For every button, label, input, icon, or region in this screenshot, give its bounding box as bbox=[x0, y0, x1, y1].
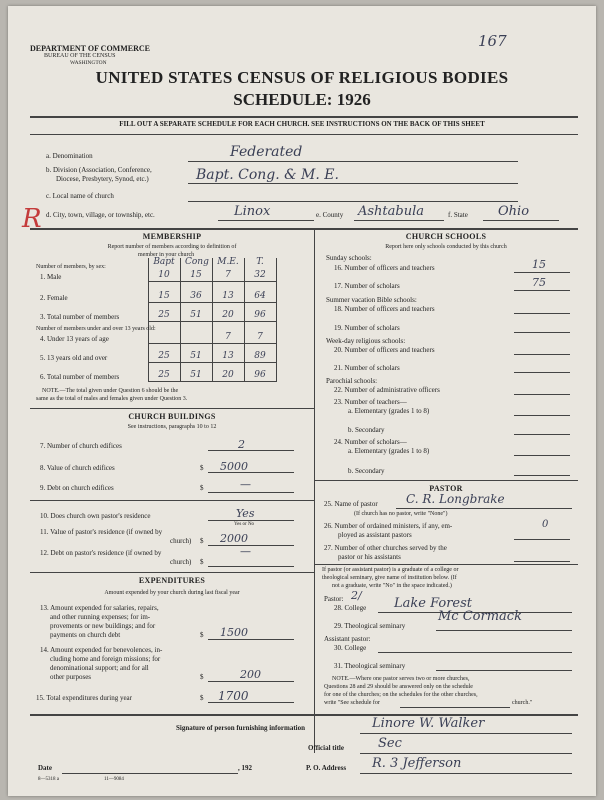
male-cong: 15 bbox=[190, 270, 202, 280]
q17-label: 17. Number of scholars bbox=[334, 282, 400, 290]
city-label: d. City, town, village, or township, etc. bbox=[46, 211, 155, 219]
red-margin-mark: R bbox=[22, 204, 42, 234]
dollar-sign-8: $ bbox=[200, 464, 204, 472]
membership-title: MEMBERSHIP bbox=[142, 232, 202, 241]
pastor-title: PASTOR bbox=[429, 484, 463, 493]
assistant-pastor-label: Assistant pastor: bbox=[324, 635, 371, 643]
under-13-total: 7 bbox=[257, 332, 263, 342]
q24a-label: a. Elementary (grades 1 to 8) bbox=[348, 447, 430, 455]
page-number: 167 bbox=[478, 32, 507, 50]
membership-intro-2: member in your church bbox=[138, 252, 195, 258]
q21-label: 21. Number of scholars bbox=[334, 364, 400, 372]
total2-cong: 51 bbox=[190, 370, 202, 380]
dollar-sign-14: $ bbox=[200, 673, 204, 681]
male-bapt: 10 bbox=[158, 270, 170, 280]
male-label: 1. Male bbox=[40, 273, 62, 281]
q30-label: 30. College bbox=[334, 644, 367, 652]
form-title: UNITED STATES CENSUS OF RELIGIOUS BODIES bbox=[95, 68, 509, 87]
denomination-value: Federated bbox=[230, 144, 303, 160]
q22-label: 22. Number of administrative officers bbox=[334, 386, 440, 394]
dollar-sign-15: $ bbox=[200, 694, 204, 702]
schools-title: CHURCH SCHOOLS bbox=[405, 232, 487, 241]
q13-line-4: payments on church debt bbox=[50, 631, 121, 639]
local-name-label: c. Local name of church bbox=[46, 192, 114, 200]
expenditures-title: EXPENDITURES bbox=[138, 576, 206, 585]
edifices-debt-label: 9. Debt on church edifices bbox=[40, 484, 114, 492]
graduate-note-3: not a graduate, write "No" in the space indicated.) bbox=[332, 583, 452, 589]
col-head-bapt: Bapt bbox=[153, 257, 175, 267]
membership-intro-1: Report number of members according to definition of bbox=[107, 244, 237, 250]
yes-no-hint: Yes or No bbox=[234, 522, 255, 527]
graduate-note-1: If pastor (or assistant pastor) is a graduate of a college or bbox=[322, 567, 459, 573]
q14-line-3: denominational support; and for all bbox=[50, 664, 149, 672]
bureau-name: BUREAU OF THE CENSUS bbox=[44, 53, 116, 59]
denomination-label: a. Denomination bbox=[46, 152, 93, 160]
dollar-sign-13: $ bbox=[200, 631, 204, 639]
edifices-value-label: 8. Value of church edifices bbox=[40, 464, 115, 472]
q16-label: 16. Number of officers and teachers bbox=[334, 264, 435, 272]
signature-value: Linore W. Walker bbox=[372, 716, 485, 731]
q13-line-1: 13. Amount expended for salaries, repairs, bbox=[40, 604, 159, 612]
residence-owned-label: 10. Does church own pastor's residence bbox=[40, 512, 151, 520]
female-cong: 36 bbox=[190, 291, 202, 301]
under-13-me: 7 bbox=[225, 332, 231, 342]
total-members-label: 3. Total number of members bbox=[40, 313, 120, 321]
female-label: 2. Female bbox=[40, 294, 68, 302]
col-head-cong: Cong bbox=[185, 257, 209, 267]
form-subtitle: SCHEDULE: 1926 bbox=[233, 90, 371, 109]
bureau-city: WASHINGTON bbox=[70, 60, 107, 66]
date-label: Date bbox=[38, 764, 52, 772]
total-cong: 51 bbox=[190, 310, 202, 320]
po-address-label: P. O. Address bbox=[306, 764, 347, 772]
q17-value: 75 bbox=[532, 276, 546, 289]
q27-label-2: pastor or his assistants bbox=[338, 553, 401, 561]
division-label-1: b. Division (Association, Conference, bbox=[46, 166, 152, 174]
col-head-total: T. bbox=[256, 257, 264, 267]
col-head-me: M.E. bbox=[217, 257, 239, 267]
q29-label: 29. Theological seminary bbox=[334, 622, 406, 630]
edifices-value: 5000 bbox=[220, 460, 248, 473]
over-13-total: 89 bbox=[254, 351, 266, 361]
po-address-value: R. 3 Jefferson bbox=[372, 756, 462, 771]
weekday-schools-label: Week-day religious schools: bbox=[326, 337, 406, 345]
q13-line-3: provements or new buildings; and for bbox=[50, 622, 156, 630]
dollar-sign-11: $ bbox=[200, 537, 204, 545]
county-label: e. County bbox=[316, 211, 344, 219]
dollar-sign-12: $ bbox=[200, 558, 204, 566]
under-13-label: 4. Under 13 years of age bbox=[40, 335, 109, 343]
residence-debt-label-2: church) bbox=[170, 558, 192, 566]
schools-sub: Report here only schools conducted by this church bbox=[385, 244, 507, 250]
q25-note: (If church has no pastor, write "None") bbox=[354, 511, 448, 517]
q27-label-1: 27. Number of other churches served by the bbox=[324, 544, 447, 552]
over-13-cong: 51 bbox=[190, 351, 202, 361]
q16-value: 15 bbox=[532, 258, 546, 271]
q26-label-2: ployed as assistant pastors bbox=[338, 531, 412, 539]
q23-label: 23. Number of teachers— bbox=[334, 398, 407, 406]
q18-label: 18. Number of officers and teachers bbox=[334, 305, 435, 313]
graduate-note-2: theological seminary, give name of institution below. (If bbox=[322, 575, 457, 581]
sunday-schools-label: Sunday schools: bbox=[326, 254, 372, 262]
residence-debt-value: — bbox=[240, 545, 251, 558]
over-13-label: 5. 13 years old and over bbox=[40, 354, 108, 362]
q20-label: 20. Number of officers and teachers bbox=[334, 346, 435, 354]
pastor-note-1: NOTE.—Where one pastor serves two or more churches, bbox=[332, 676, 470, 682]
city-value: Linox bbox=[234, 204, 271, 219]
state-label: f. State bbox=[448, 211, 468, 219]
expenditures-sub: Amount expended by your church during last fiscal year bbox=[104, 590, 240, 596]
total2-me: 20 bbox=[222, 370, 234, 380]
q15-value: 1700 bbox=[218, 689, 249, 703]
age-split-label: Number of members under and over 13 years old: bbox=[36, 326, 156, 332]
buildings-sub: See instructions, paragraphs 10 to 12 bbox=[127, 424, 217, 430]
q24-label: 24. Number of scholars— bbox=[334, 438, 407, 446]
dollar-sign-9: $ bbox=[200, 484, 204, 492]
total2-total: 96 bbox=[254, 370, 266, 380]
over-13-bapt: 25 bbox=[158, 351, 170, 361]
q13-line-2: and other running expenses; for im- bbox=[50, 613, 151, 621]
date-year: , 192 bbox=[238, 764, 252, 772]
vacation-schools-label: Summer vacation Bible schools: bbox=[326, 296, 417, 304]
q14-value: 200 bbox=[240, 668, 261, 681]
official-title-label: Official title bbox=[308, 744, 344, 752]
q29-value: Mc Cormack bbox=[438, 609, 522, 624]
female-me: 13 bbox=[222, 291, 234, 301]
pastor-note-5: church." bbox=[512, 700, 533, 706]
pastor-note-3: for one of the churches; on the schedules for the other churches, bbox=[324, 692, 478, 698]
division-label-2: Diocese, Presbytery, Synod, etc.) bbox=[56, 175, 149, 183]
total-bapt: 25 bbox=[158, 310, 170, 320]
total-total: 96 bbox=[254, 310, 266, 320]
census-schedule-sheet bbox=[8, 6, 596, 796]
q19-label: 19. Number of scholars bbox=[334, 324, 400, 332]
q15-label: 15. Total expenditures during year bbox=[36, 694, 132, 702]
print-number: 11—9084 bbox=[104, 777, 124, 782]
instruction-banner: FILL OUT A SEPARATE SCHEDULE FOR EACH CHURCH. SEE INSTRUCTIONS ON THE BACK OF THIS SHEET bbox=[119, 120, 485, 128]
q14-line-2: cluding home and foreign missions; for bbox=[50, 655, 161, 663]
residence-value-label-1: 11. Value of pastor's residence (if owned by bbox=[40, 528, 163, 536]
residence-owned-value: Yes bbox=[236, 507, 255, 520]
total-me: 20 bbox=[222, 310, 234, 320]
q26-label-1: 26. Number of ordained ministers, if any, em- bbox=[324, 522, 453, 530]
q23a-label: a. Elementary (grades 1 to 8) bbox=[348, 407, 430, 415]
form-number: 8—5318 a bbox=[38, 777, 59, 782]
pastor-section-label: Pastor: bbox=[324, 595, 344, 603]
q24b-label: b. Secondary bbox=[348, 467, 385, 475]
signature-label: Signature of person furnishing information bbox=[176, 724, 305, 732]
members-by-sex-label: Number of members, by sex: bbox=[36, 264, 106, 270]
total-members-2-label: 6. Total number of members bbox=[40, 373, 120, 381]
pastor-mark: 2/ bbox=[351, 589, 362, 602]
q28-label: 28. College bbox=[334, 604, 367, 612]
edifices-count-value: 2 bbox=[238, 438, 245, 451]
state-value: Ohio bbox=[498, 204, 530, 219]
q14-line-4: other purposes bbox=[50, 673, 92, 681]
over-13-me: 13 bbox=[222, 351, 234, 361]
pastor-note-2: Questions 28 and 29 should be answered only on the schedule bbox=[324, 684, 473, 690]
department-name: DEPARTMENT OF COMMERCE bbox=[30, 44, 151, 53]
edifices-debt-value: — bbox=[240, 478, 251, 491]
male-total: 32 bbox=[254, 270, 266, 280]
membership-note-1: NOTE.—The total given under Question 6 should be the bbox=[42, 388, 179, 394]
female-bapt: 15 bbox=[158, 291, 170, 301]
official-title-value: Sec bbox=[378, 736, 402, 751]
female-total: 64 bbox=[254, 291, 266, 301]
q14-line-1: 14. Amount expended for benevolences, in- bbox=[40, 646, 163, 654]
residence-value-label-2: church) bbox=[170, 537, 192, 545]
residence-debt-label-1: 12. Debt on pastor's residence (if owned by bbox=[40, 549, 162, 557]
total2-bapt: 25 bbox=[158, 370, 170, 380]
q25-label: 25. Name of pastor bbox=[324, 500, 378, 508]
pastor-note-4: write "See schedule for bbox=[324, 700, 380, 706]
residence-value: 2000 bbox=[220, 532, 248, 545]
q23b-label: b. Secondary bbox=[348, 426, 385, 434]
q25-value: C. R. Longbrake bbox=[406, 492, 505, 506]
q26-value: 0 bbox=[542, 519, 549, 530]
q13-value: 1500 bbox=[220, 626, 248, 639]
division-value: Bapt. Cong. & M. E. bbox=[196, 167, 339, 183]
parochial-schools-label: Parochial schools: bbox=[326, 377, 378, 385]
membership-note-2: same as the total of males and females given under Question 3. bbox=[36, 396, 188, 402]
male-me: 7 bbox=[225, 270, 231, 280]
q28-value: Lake Forest bbox=[394, 596, 473, 611]
edifices-count-label: 7. Number of church edifices bbox=[40, 442, 122, 450]
buildings-title: CHURCH BUILDINGS bbox=[128, 412, 216, 421]
county-value: Ashtabula bbox=[358, 204, 425, 219]
q31-label: 31. Theological seminary bbox=[334, 662, 406, 670]
